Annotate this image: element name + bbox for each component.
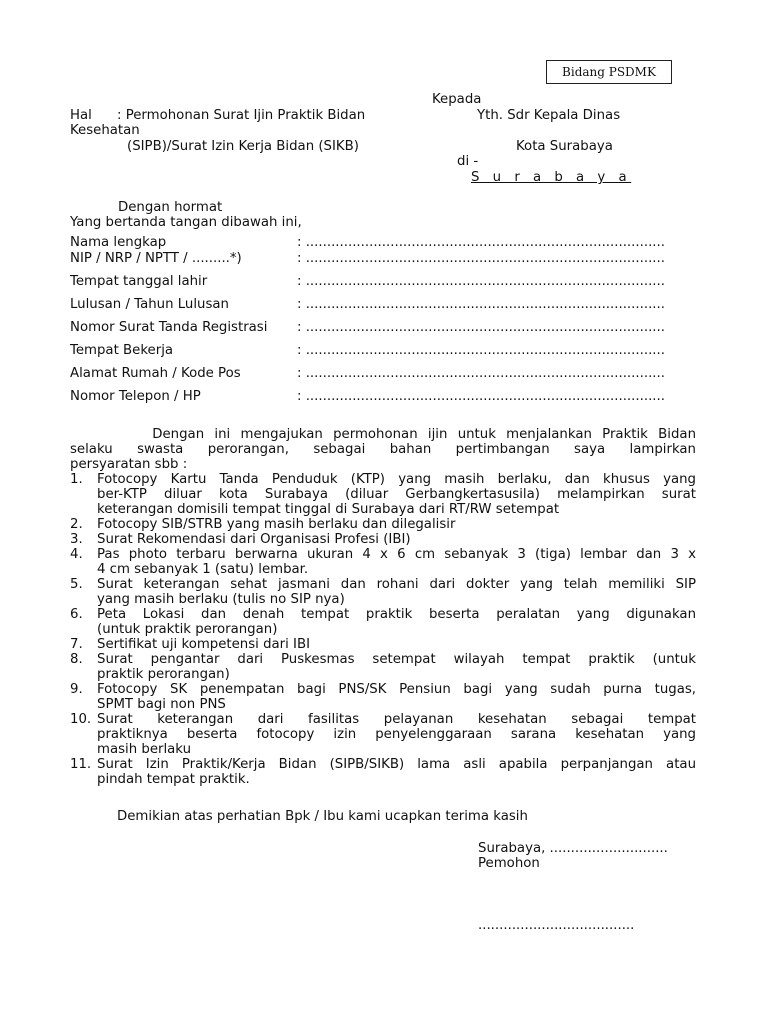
form-field-value: : .....................................................................................: [297, 274, 665, 289]
requirement-text: Fotocopy SK penempatan bagi PNS/SK Pensiun bagi yang sudah purna tugas,: [97, 682, 696, 697]
form-field-label: Tempat Bekerja: [70, 343, 174, 358]
recipient-kepada: Kepada: [432, 92, 482, 107]
form-field-label: Nama lengkap: [70, 235, 167, 250]
applicant-label: Pemohon: [478, 856, 540, 871]
requirement-item: [70, 637, 696, 652]
requirement-number: 6.: [70, 607, 83, 622]
requirement-number: 7.: [70, 637, 83, 652]
requirement-text: keterangan domisili tempat tinggal di Surabaya dari RT/RW setempat: [97, 502, 560, 517]
form-field-label: NIP / NRP / NPTT / .........*): [70, 251, 242, 266]
requirement-text: Fotocopy Kartu Tanda Penduduk (KTP) yang masih berlaku, dan khusus yang: [97, 472, 696, 487]
requirement-text: Surat pengantar dari Puskesmas setempat wilayah tempat praktik (untuk: [97, 652, 696, 667]
requirement-text: Surat Izin Praktik/Kerja Bidan (SIPB/SIKB) lama asli apabila perpanjangan atau: [97, 757, 696, 772]
requirement-text: Peta Lokasi dan denah tempat praktik beserta peralatan yang digunakan: [97, 607, 696, 622]
request-paragraph-line: persyaratan sbb :: [70, 457, 188, 472]
requirement-text: Sertifikat uji kompetensi dari IBI: [97, 637, 311, 652]
place-date: Surabaya, ............................: [478, 841, 668, 856]
requirement-text: ber-KTP diluar kota Surabaya (diluar Gerbangkertasusila) melampirkan surat: [97, 487, 696, 502]
form-field-value: : .....................................................................................: [297, 366, 665, 381]
requirement-text: Surat keterangan sehat jasmani dan rohani dari dokter yang telah memiliki SIP: [97, 577, 696, 592]
requirement-number: 8.: [70, 652, 83, 667]
request-paragraph: [70, 427, 696, 472]
intro-text: Yang bertanda tangan dibawah ini,: [70, 215, 302, 230]
requirement-text: yang masih berlaku (tulis no SIP nya): [97, 592, 345, 607]
form-field-label: Alamat Rumah / Kode Pos: [70, 366, 241, 381]
requirement-number: 11.: [70, 757, 92, 772]
requirement-item: [70, 607, 696, 637]
request-paragraph-line: selaku swasta perorangan, sebagai bahan pertimbangan saya lampirkan: [70, 442, 696, 457]
requirement-text: Surat Rekomendasi dari Organisasi Profesi (IBI): [97, 532, 411, 547]
requirement-item: [70, 757, 696, 787]
requirement-text: Fotocopy SIB/STRB yang masih berlaku dan dilegalisir: [97, 517, 456, 532]
requirement-item: [70, 532, 696, 547]
requirement-text: praktiknya beserta fotocopy izin penyelenggaraan sarana kesehatan yang: [97, 727, 696, 742]
recipient-kesehatan: Kesehatan: [70, 123, 140, 138]
requirements-list: [70, 472, 696, 787]
requirement-number: 5.: [70, 577, 83, 592]
form-field-value: : .....................................................................................: [297, 343, 665, 358]
form-field-value: : .....................................................................................: [297, 235, 665, 250]
subject-line-1: : Permohonan Surat Ijin Praktik Bidan: [117, 108, 366, 123]
subject-label: Hal: [70, 108, 92, 123]
requirement-item: [70, 712, 696, 757]
requirement-item: [70, 472, 696, 517]
requirement-number: 10.: [70, 712, 92, 727]
requirement-text: 4 cm sebanyak 1 (satu) lembar.: [97, 562, 309, 577]
form-field-value: : .....................................................................................: [297, 251, 665, 266]
requirement-text: praktik perorangan): [97, 667, 230, 682]
request-paragraph-line: Dengan ini mengajukan permohonan ijin untuk menjalankan Praktik Bidan: [70, 427, 696, 442]
requirement-text: masih berlaku: [97, 742, 192, 757]
recipient-di: di -: [457, 154, 479, 169]
recipient-place: S u r a b a y a: [471, 170, 632, 185]
requirement-item: [70, 682, 696, 712]
form-field-value: : .....................................................................................: [297, 389, 665, 404]
requirement-number: 1.: [70, 472, 83, 487]
recipient-yth: Yth. Sdr Kepala Dinas: [477, 108, 621, 123]
closing-thanks: Demikian atas perhatian Bpk / Ibu kami ucapkan terima kasih: [117, 809, 528, 824]
form-field-label: Nomor Surat Tanda Registrasi: [70, 320, 268, 335]
form-field-label: Tempat tanggal lahir: [70, 274, 208, 289]
requirement-item: [70, 547, 696, 577]
requirement-item: [70, 517, 696, 532]
form-field-value: : .....................................................................................: [297, 320, 665, 335]
form-field-label: Lulusan / Tahun Lulusan: [70, 297, 229, 312]
requirement-text: pindah tempat praktik.: [97, 772, 250, 787]
department-box: Bidang PSDMK: [546, 60, 672, 84]
requirement-text: Surat keterangan dari fasilitas pelayanan kesehatan sebagai tempat: [97, 712, 696, 727]
greeting: Dengan hormat: [118, 200, 223, 215]
requirement-item: [70, 652, 696, 682]
recipient-city: Kota Surabaya: [516, 139, 613, 154]
form-field-label: Nomor Telepon / HP: [70, 389, 201, 404]
requirement-text: (untuk praktik perorangan): [97, 622, 278, 637]
requirement-number: 9.: [70, 682, 83, 697]
requirement-text: Pas photo terbaru berwarna ukuran 4 x 6 cm sebanyak 3 (tiga) lembar dan 3 x: [97, 547, 696, 562]
subject-line-2: (SIPB)/Surat Izin Kerja Bidan (SIKB): [127, 139, 359, 154]
signature-line: .....................................: [478, 918, 635, 933]
requirement-number: 2.: [70, 517, 83, 532]
form-field-value: : .....................................................................................: [297, 297, 665, 312]
requirement-text: SPMT bagi non PNS: [97, 697, 226, 712]
requirement-number: 4.: [70, 547, 83, 562]
requirement-item: [70, 577, 696, 607]
requirement-number: 3.: [70, 532, 83, 547]
